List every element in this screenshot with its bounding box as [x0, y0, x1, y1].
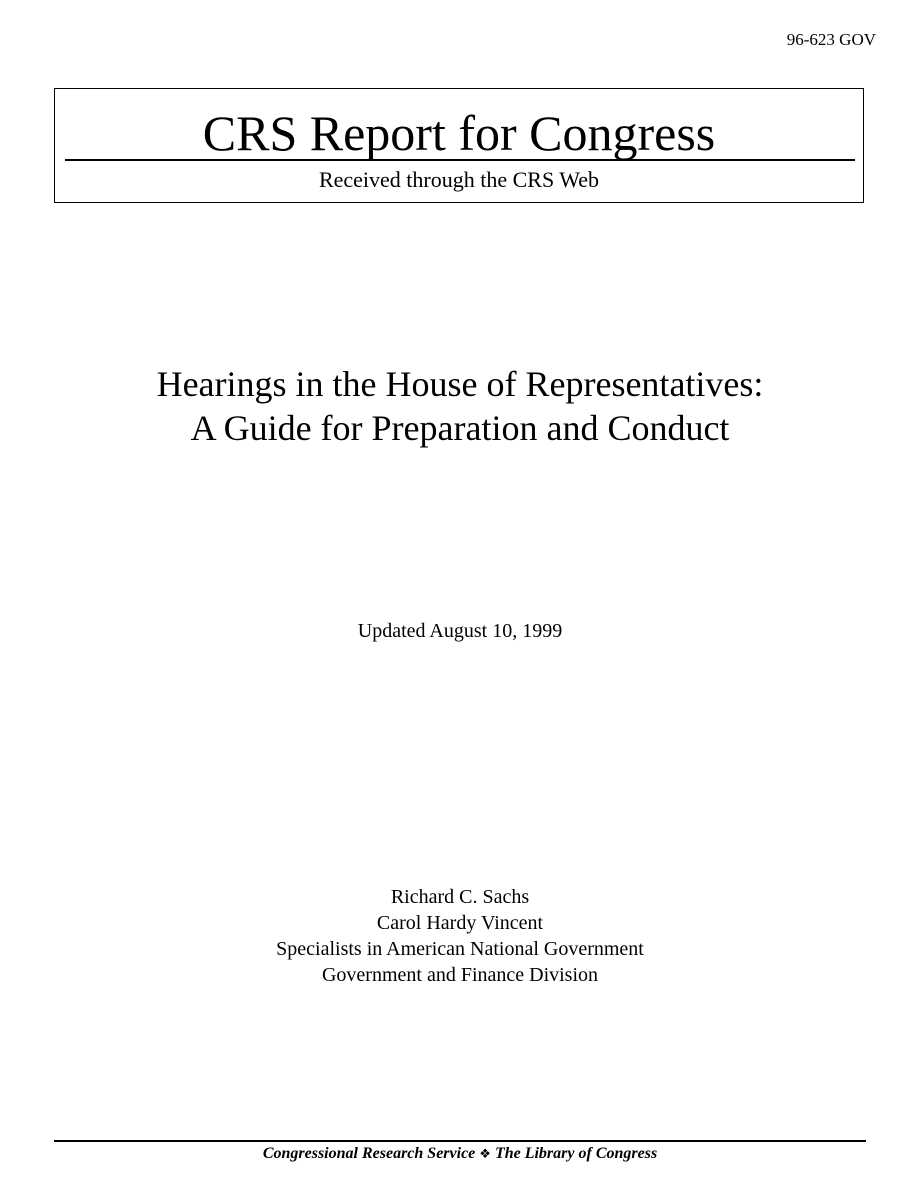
report-header-box [54, 88, 864, 203]
header-divider [65, 159, 855, 161]
author-name-1: Richard C. Sachs [390, 886, 530, 908]
footer-separator-icon: ❖ [479, 1147, 491, 1162]
document-title-line-1: Hearings in the House of Representatives: [156, 364, 764, 404]
authors-block [0, 884, 920, 988]
report-header-subtitle: Received through the CRS Web [318, 167, 600, 192]
footer [0, 1144, 920, 1165]
footer-right-text: The Library of Congress [494, 1145, 658, 1162]
footer-left-text: Congressional Research Service [262, 1145, 476, 1162]
footer-divider [54, 1140, 866, 1142]
report-header-title: CRS Report for Congress [202, 105, 716, 161]
author-role: Specialists in American National Government [276, 938, 644, 960]
author-name-2: Carol Hardy Vincent [376, 912, 544, 934]
report-number: 96-623 GOV [786, 30, 876, 49]
updated-date: Updated August 10, 1999 [357, 620, 563, 642]
author-division: Government and Finance Division [321, 964, 599, 986]
document-title [0, 362, 920, 450]
document-title-line-2: A Guide for Preparation and Conduct [190, 408, 730, 448]
